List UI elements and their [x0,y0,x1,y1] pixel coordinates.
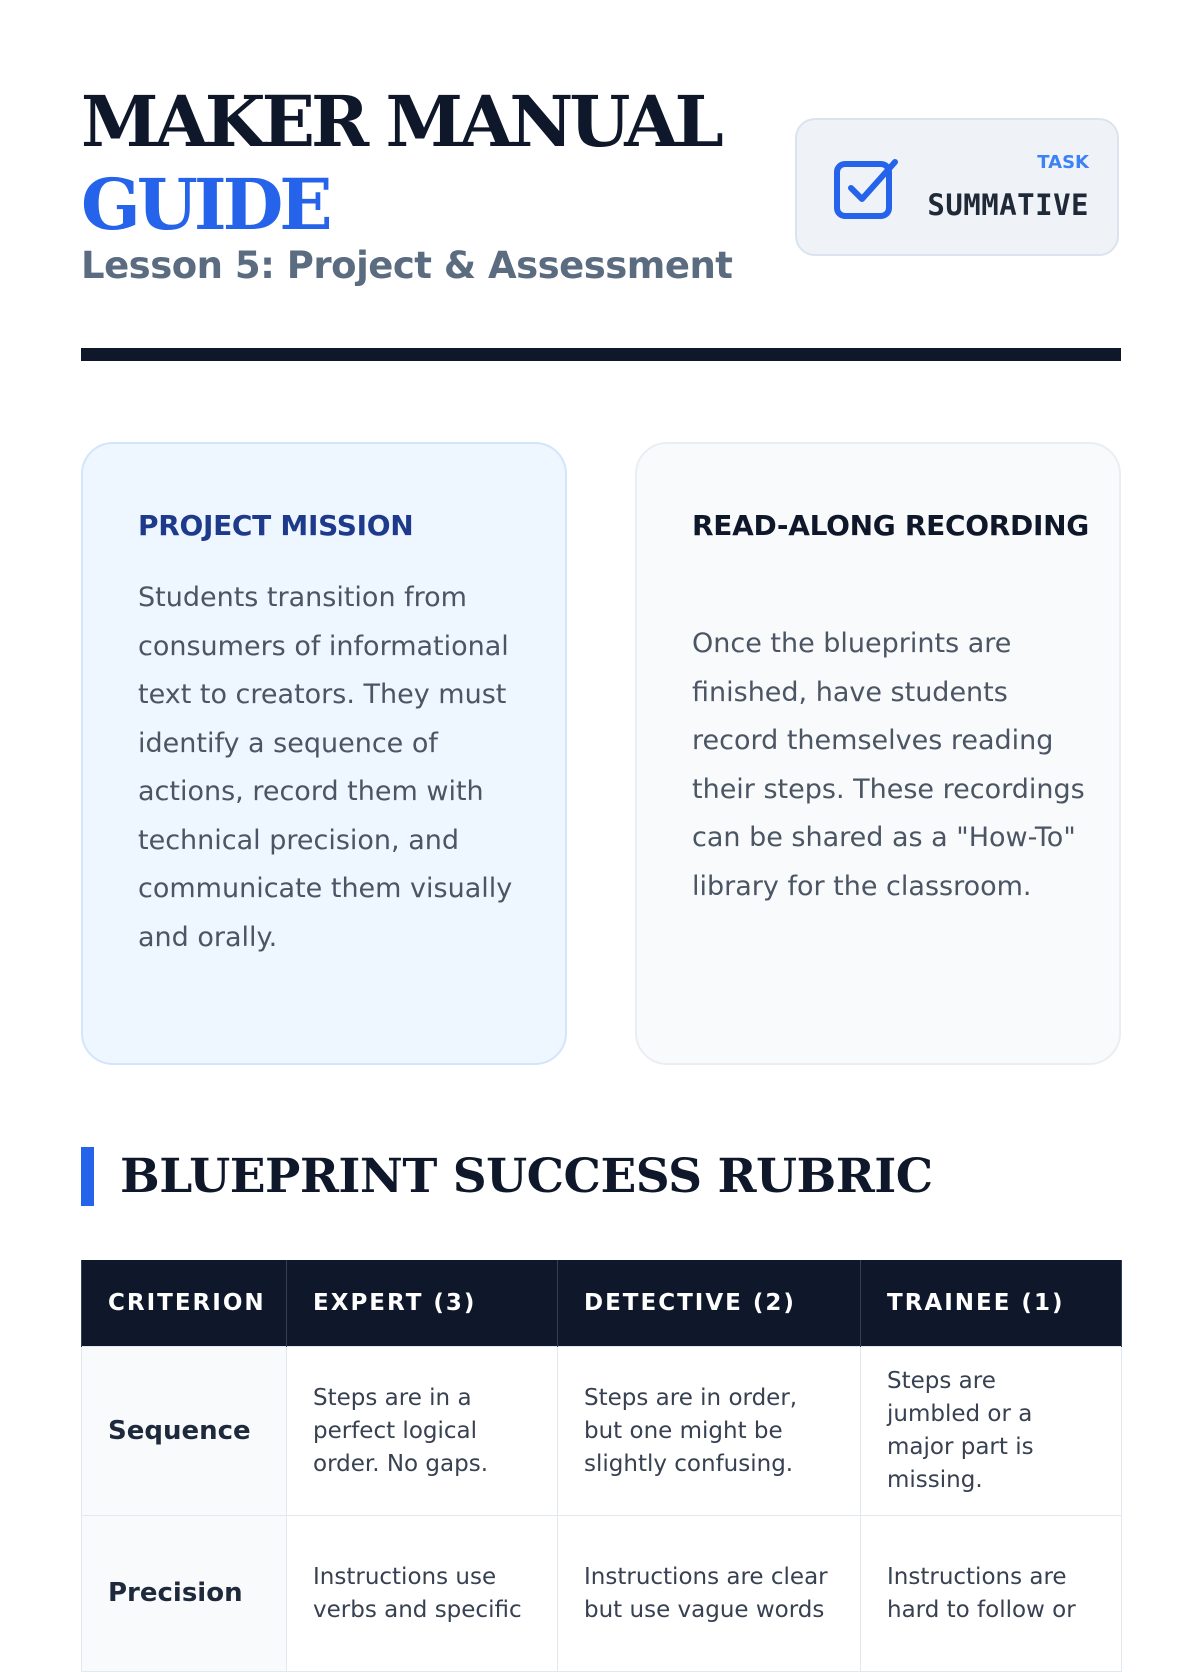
trainee-cell: Steps are jumbled or a major part is missing. [861,1347,1122,1516]
table-header-row [82,1260,1122,1347]
criterion-cell: Precision [82,1516,287,1672]
lesson-subtitle: Lesson 5: Project & Assessment [81,244,733,287]
title-line-1: MAKER MANUAL [81,80,720,163]
column-header: DETECTIVE (2) [558,1260,861,1347]
rubric-table [81,1260,1122,1672]
table-row [82,1516,1122,1672]
card-body: Students transition from consumers of informational text to creators. They must identify a sequence of actions, record them with technical precision, and communicate them visually and orally. [138,582,513,953]
table-row [82,1347,1122,1516]
task-label: TASK [1037,152,1089,173]
card-title: PROJECT MISSION [138,509,414,542]
expert-cell: Steps are in a perfect logical order. No gaps. [287,1347,558,1516]
rubric-heading: BLUEPRINT SUCCESS RUBRIC [120,1149,933,1204]
project-mission-card [81,442,567,1065]
read-along-recording-card [635,442,1121,1065]
trainee-cell: Instructions are hard to follow or [861,1516,1122,1672]
task-type-value: SUMMATIVE [927,188,1089,222]
card-body: Once the blueprints are finished, have students record themselves reading their steps. These recordings can be shared as a "How-To" library for the classroom. [692,628,1085,902]
column-header: CRITERION [82,1260,287,1347]
title-line-2: GUIDE [81,163,329,246]
card-title: READ-ALONG RECORDING [692,509,1089,542]
section-accent-bar [81,1147,94,1206]
checkbox-icon [831,154,901,224]
criterion-cell: Sequence [82,1347,287,1516]
column-header: TRAINEE (1) [861,1260,1122,1347]
task-badge [795,118,1119,256]
expert-cell: Instructions use verbs and specific [287,1516,558,1672]
detective-cell: Instructions are clear but use vague words [558,1516,861,1672]
column-header: EXPERT (3) [287,1260,558,1347]
detective-cell: Steps are in order, but one might be slightly confusing. [558,1347,861,1516]
header-divider [81,348,1121,361]
